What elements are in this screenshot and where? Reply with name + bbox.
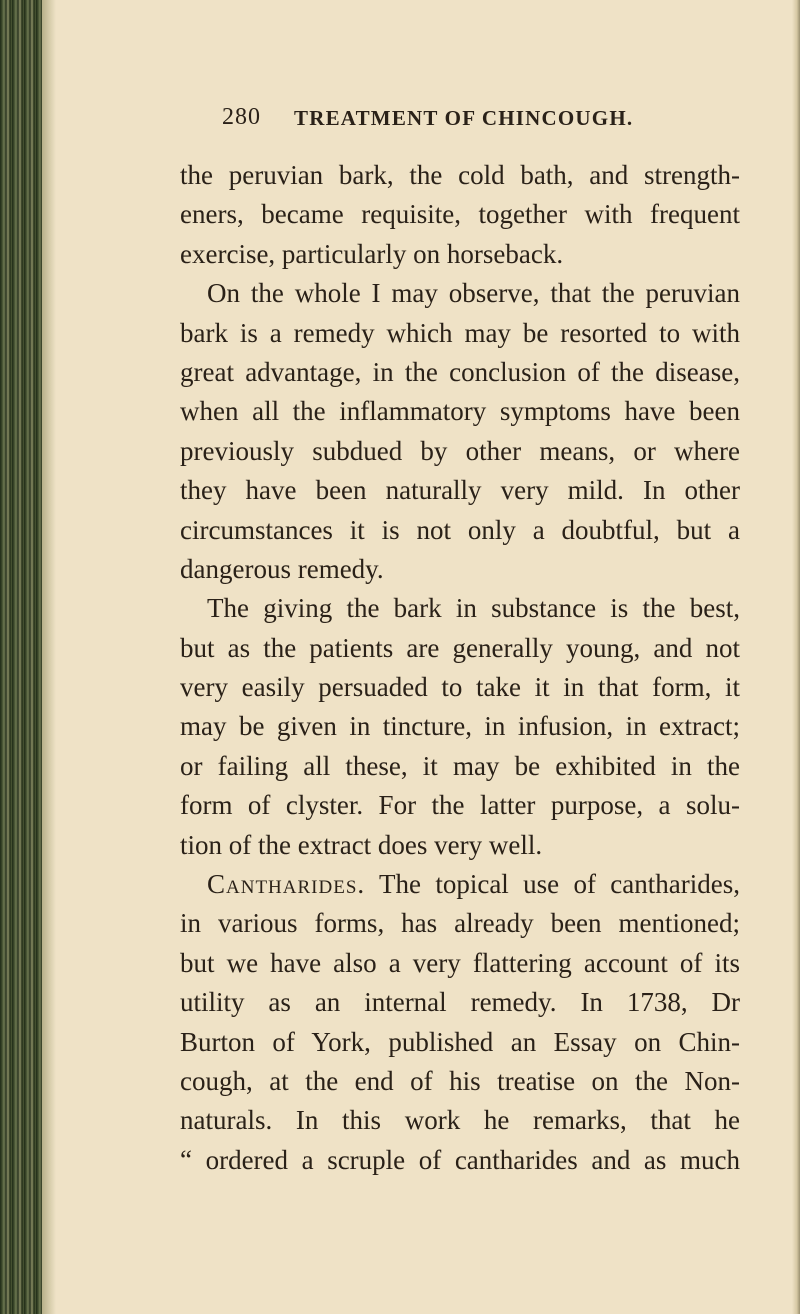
text-line: very easily persuaded to take it in that form, it	[180, 672, 740, 703]
text-line: bark is a remedy which may be resorted to with	[180, 317, 740, 348]
section-heading: Cantharides.	[207, 869, 366, 900]
text-line: naturals. In this work he remarks, that he	[180, 1105, 740, 1136]
running-head	[180, 104, 780, 138]
text-line: great advantage, in the conclusion of the disease,	[180, 356, 740, 387]
running-title: TREATMENT OF CHINCOUGH.	[294, 106, 634, 130]
text-line: when all the inflammatory symptoms have been	[180, 396, 740, 427]
book-page	[180, 0, 780, 1314]
text-line: they have been naturally very mild. In other	[180, 475, 740, 506]
text-line: previously subdued by other means, or where	[180, 435, 740, 466]
text-line: utility as an internal remedy. In 1738, Dr	[180, 987, 740, 1018]
page-outer-edge	[792, 0, 800, 1314]
text-line: but we have also a very flattering account of its	[180, 947, 740, 978]
text-line: “ ordered a scruple of cantharides and as much	[180, 1144, 740, 1175]
text-line: or failing all these, it may be exhibited in the	[180, 750, 740, 781]
text-line-rest: The topical use of cantharides,	[379, 869, 740, 900]
text-line: in various forms, has already been mentioned;	[180, 908, 740, 939]
body-text	[180, 156, 740, 1180]
text-line: Burton of York, published an Essay on Chin-	[180, 1026, 740, 1057]
text-line: the peruvian bark, the cold bath, and strength-	[180, 160, 740, 190]
text-line: cough, at the end of his treatise on the Non-	[180, 1065, 740, 1096]
text-line: eners, became requisite, together with frequent	[180, 199, 740, 230]
text-line: circumstances it is not only a doubtful, but a	[180, 514, 740, 545]
text-line: exercise, particularly on horseback.	[180, 238, 564, 269]
text-line: tion of the extract does very well.	[180, 829, 543, 860]
text-line: The giving the bark in substance is the best,	[207, 593, 740, 624]
text-line: may be given in tincture, in infusion, in extract;	[180, 711, 740, 742]
page-inner-edge	[42, 0, 56, 1314]
text-line: but as the patients are generally young, and not	[180, 632, 740, 663]
text-line: dangerous remedy.	[180, 553, 384, 584]
text-line: form of clyster. For the latter purpose, a solu-	[180, 790, 740, 821]
page-number: 280	[222, 104, 261, 130]
text-line: On the whole I may observe, that the peruvian	[207, 278, 740, 309]
text-line-with-heading	[180, 865, 740, 904]
book-binding-gutter	[0, 0, 42, 1314]
